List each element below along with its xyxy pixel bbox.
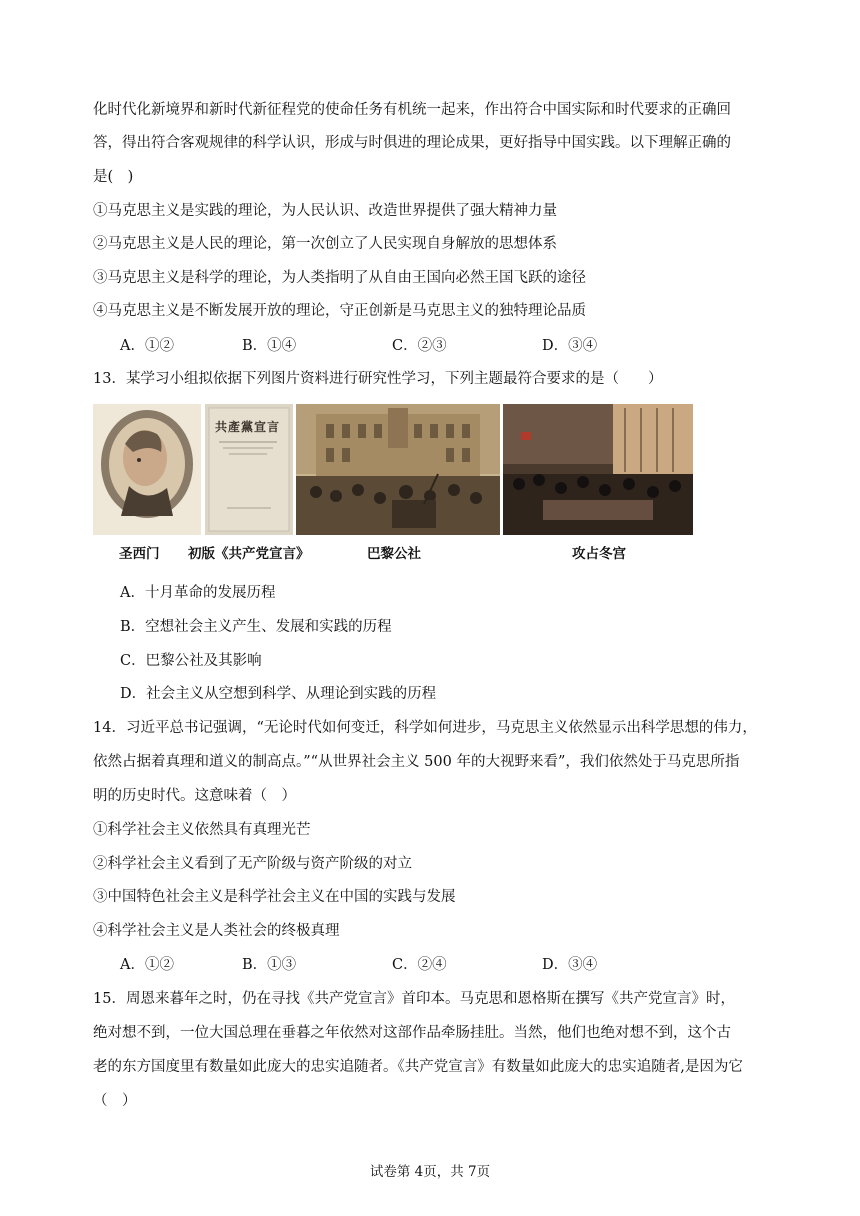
q12-stem-line-1: 化时代化新境界和新时代新征程党的使命任务有机统一起来，作出符合中国实际和时代要求的正确回 (93, 102, 731, 118)
q14-option-c[interactable]: C．②④ (392, 957, 447, 973)
q14-statement-3: ③中国特色社会主义是科学社会主义在中国的实践与发展 (93, 889, 456, 905)
q13-option-c[interactable]: C．巴黎公社及其影响 (120, 653, 262, 669)
q14-stem-line-2: 依然占据着真理和道义的制高点。”“从世界社会主义 500 年的大视野来看”，我们依然处于马克思所指 (93, 754, 740, 770)
q14-statement-1: ①科学社会主义依然具有真理光芒 (93, 822, 311, 838)
manifesto-cover-title: 共產黨宣言 (215, 420, 281, 434)
q12-option-b[interactable]: B．①④ (242, 338, 297, 354)
q13-option-d[interactable]: D．社会主义从空想到科学、从理论到实践的历程 (120, 686, 437, 702)
paris-commune-image (296, 404, 500, 535)
q13-option-b[interactable]: B．空想社会主义产生、发展和实践的历程 (120, 619, 392, 635)
q12-option-a[interactable]: A．①② (120, 338, 174, 354)
page-footer: 试卷第 4页，共 7页 (369, 1164, 491, 1180)
q13-stem: 13．某学习小组拟依据下列图片资料进行研究性学习，下列主题最符合要求的是（ ） (93, 371, 663, 387)
q14-option-a[interactable]: A．①② (120, 957, 174, 973)
q13-option-a[interactable]: A．十月革命的发展历程 (120, 585, 276, 601)
q15-stem-line-4: （ ） (93, 1093, 137, 1109)
caption-manifesto: 初版《共产党宣言》 (188, 546, 310, 562)
q15-stem-line-3: 老的东方国度里有数量如此庞大的忠实追随者。《共产党宣言》有数量如此庞大的忠实追随者,是因为它 (93, 1059, 743, 1075)
q13-figure (93, 404, 693, 564)
q14-option-b[interactable]: B．①③ (242, 957, 297, 973)
caption-paris-commune: 巴黎公社 (367, 546, 421, 562)
q12-stem-line-2: 答，得出符合客观规律的科学认识，形成与时俱进的理论成果，更好指导中国实践。以下理解正确的 (93, 135, 731, 151)
q12-options (120, 336, 780, 356)
manifesto-cover-image (205, 404, 293, 535)
q12-statement-2: ②马克思主义是人民的理论，第一次创立了人民实现自身解放的思想体系 (93, 236, 557, 252)
q15-stem-line-1: 15．周恩来暮年之时，仍在寻找《共产党宣言》首印本。马克思和恩格斯在撰写《共产党宣言》时， (93, 991, 735, 1007)
caption-saint-simon: 圣西门 (119, 546, 160, 562)
q12-stem-line-3: 是( ) (93, 169, 134, 185)
winter-palace-image (503, 404, 693, 535)
q14-statement-4: ④科学社会主义是人类社会的终极真理 (93, 923, 340, 939)
q12-statement-3: ③马克思主义是科学的理论，为人类指明了从自由王国向必然王国飞跃的途径 (93, 270, 586, 286)
caption-winter-palace: 攻占冬宫 (572, 546, 626, 562)
saint-simon-portrait-image (93, 404, 201, 535)
q12-statement-4: ④马克思主义是不断发展开放的理论，守正创新是马克思主义的独特理论品质 (93, 303, 586, 319)
q12-option-d[interactable]: D．③④ (542, 338, 598, 354)
q12-statement-1: ①马克思主义是实践的理论，为人民认识、改造世界提供了强大精神力量 (93, 203, 557, 219)
q14-options (120, 955, 780, 975)
q14-stem-line-1: 14．习近平总书记强调，“无论时代如何变迁，科学如何进步，马克思主义依然显示出科学思想的伟力， (93, 720, 757, 736)
q14-stem-line-3: 明的历史时代。这意味着（ ） (93, 788, 296, 804)
q12-option-c[interactable]: C．②③ (392, 338, 447, 354)
q15-stem-line-2: 绝对想不到，一位大国总理在垂暮之年依然对这部作品牵肠挂肚。当然，他们也绝对想不到，这个古 (93, 1025, 731, 1041)
q14-statement-2: ②科学社会主义看到了无产阶级与资产阶级的对立 (93, 856, 412, 872)
q14-option-d[interactable]: D．③④ (542, 957, 598, 973)
